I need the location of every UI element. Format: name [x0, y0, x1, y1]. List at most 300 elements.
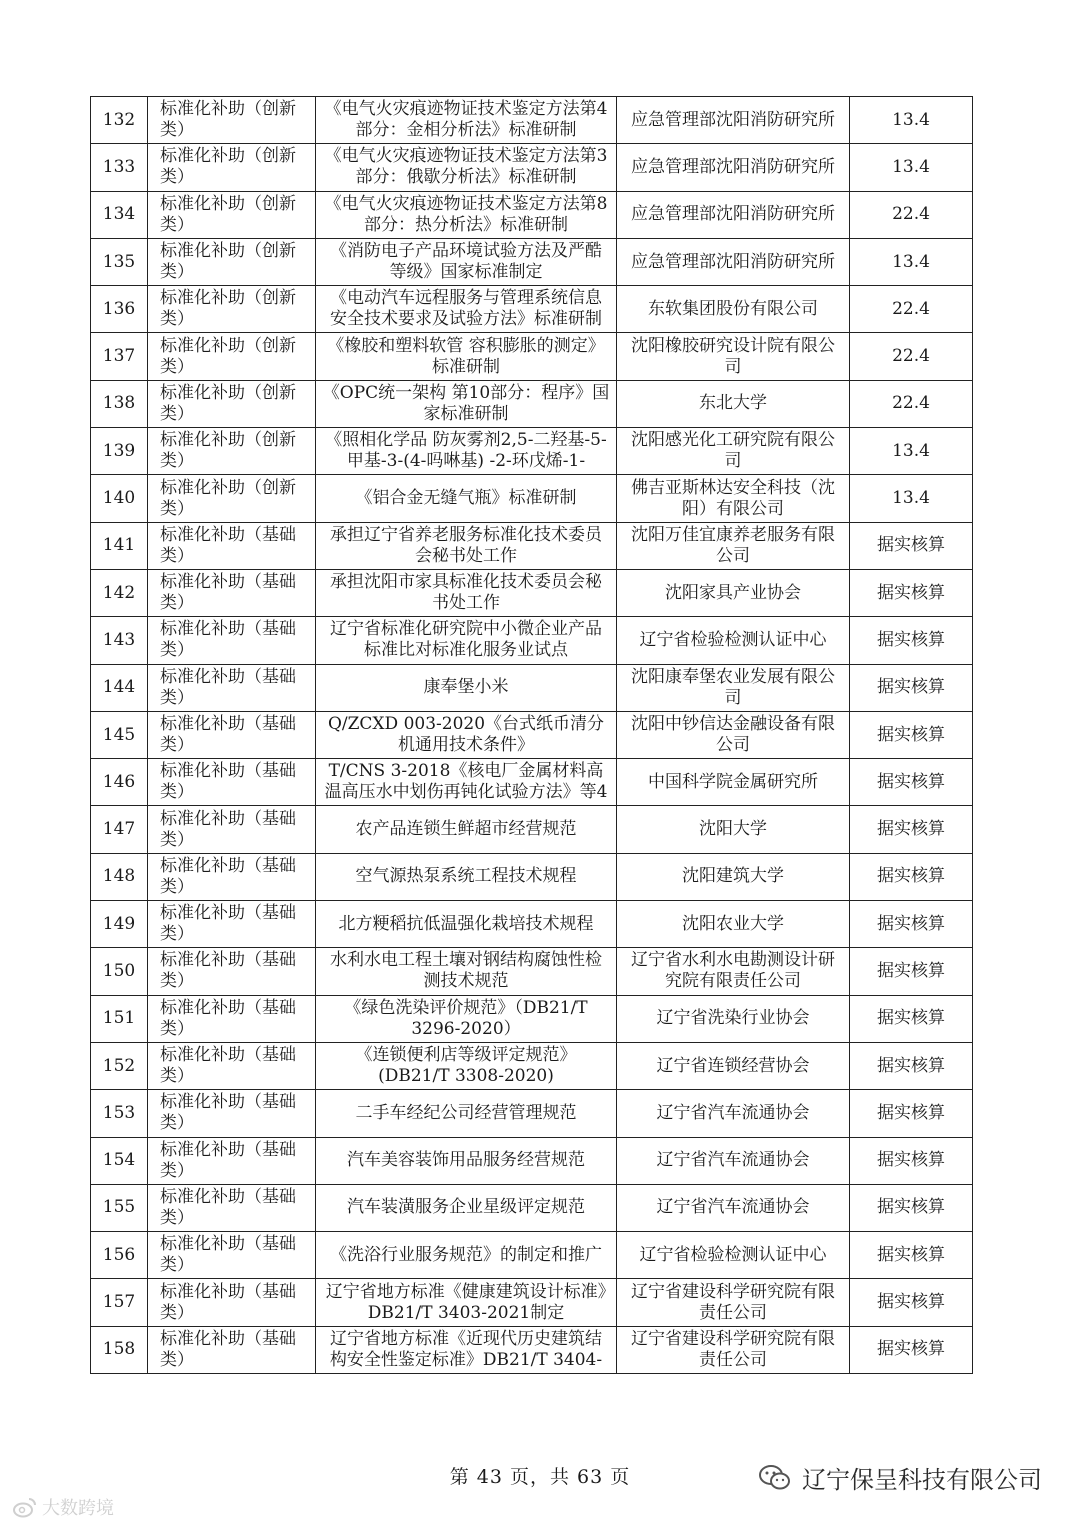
- cell-no-text: 135: [102, 251, 136, 272]
- cell-project-text: 承担沈阳市家具标准化技术委员会秘书处工作: [330, 572, 602, 614]
- cell-no: [91, 1279, 148, 1326]
- cell-category: [148, 1326, 316, 1373]
- cell-organization: [617, 1184, 850, 1231]
- cell-no-text: 156: [102, 1244, 136, 1265]
- cell-project-text: Q/ZCXD 003-2020《台式纸币清分机通用技术条件》: [327, 714, 605, 755]
- cell-project: [316, 428, 617, 475]
- cell-no-text: 151: [102, 1008, 136, 1029]
- cell-project-text: 汽车美容装饰用品服务经营规范: [347, 1150, 585, 1171]
- cell-organization-text: 中国科学院金属研究所: [648, 771, 818, 792]
- cell-organization-text: 沈阳感光化工研究院有限公司: [631, 430, 835, 472]
- cell-project: [316, 1232, 617, 1279]
- cell-amount: [850, 948, 973, 995]
- cell-project: [316, 333, 617, 380]
- watermark: [12, 1494, 114, 1520]
- cell-amount: [850, 664, 973, 711]
- cell-project: [316, 853, 617, 900]
- table-row: [91, 617, 973, 664]
- cell-amount: [850, 428, 973, 475]
- cell-no: [91, 428, 148, 475]
- cell-category-text: 标准化补助（创新类）: [160, 146, 296, 188]
- cell-amount: [850, 475, 973, 522]
- cell-category: [148, 1232, 316, 1279]
- cell-amount-text: 据实核算: [877, 724, 945, 745]
- cell-no-text: 144: [102, 677, 136, 698]
- cell-organization-text: 沈阳农业大学: [682, 913, 784, 934]
- cell-project: [316, 995, 617, 1042]
- cell-category-text: 标准化补助（基础类）: [160, 1281, 296, 1323]
- cell-project: [316, 901, 617, 948]
- cell-project: [316, 522, 617, 569]
- cell-category-text: 标准化补助（基础类）: [160, 714, 296, 755]
- cell-amount-text: 据实核算: [877, 1008, 945, 1029]
- cell-amount: [850, 1184, 973, 1231]
- cell-project-text: 《消防电子产品环境试验方法及严酷等级》国家标准制定: [330, 241, 602, 283]
- cell-organization: [617, 144, 850, 191]
- cell-amount: [850, 1232, 973, 1279]
- cell-no-text: 145: [102, 724, 136, 745]
- cell-amount-text: 据实核算: [877, 629, 945, 650]
- cell-no: [91, 806, 148, 853]
- cell-organization: [617, 1326, 850, 1373]
- cell-category: [148, 428, 316, 475]
- cell-organization-text: 沈阳橡胶研究设计院有限公司: [631, 335, 835, 377]
- cell-project-text: 《照相化学品 防灰雾剂2,5-二羟基-5-甲基-3-(4-吗啉基) -2-环戊烯-1-: [325, 430, 607, 472]
- cell-category: [148, 1279, 316, 1326]
- cell-no: [91, 238, 148, 285]
- table-row: [91, 569, 973, 616]
- cell-amount-text: 据实核算: [877, 866, 945, 887]
- cell-category-text: 标准化补助（创新类）: [160, 193, 296, 235]
- table-row: [91, 522, 973, 569]
- cell-no: [91, 286, 148, 333]
- cell-category-text: 标准化补助（基础类）: [160, 761, 296, 803]
- cell-amount-text: 13.4: [892, 251, 930, 272]
- cell-amount-text: 据实核算: [877, 535, 945, 556]
- cell-no: [91, 97, 148, 144]
- cell-project: [316, 1137, 617, 1184]
- cell-amount: [850, 617, 973, 664]
- cell-project: [316, 806, 617, 853]
- cell-no: [91, 522, 148, 569]
- cell-no: [91, 617, 148, 664]
- cell-project-text: 汽车装潢服务企业星级评定规范: [347, 1197, 585, 1218]
- cell-organization: [617, 475, 850, 522]
- cell-organization-text: 辽宁省汽车流通协会: [656, 1197, 810, 1218]
- cell-category: [148, 1137, 316, 1184]
- table-row: [91, 1184, 973, 1231]
- cell-project-text: 承担辽宁省养老服务标准化技术委员会秘书处工作: [330, 524, 602, 566]
- cell-amount: [850, 995, 973, 1042]
- wechat-icon: [758, 1463, 792, 1493]
- table-row: [91, 1232, 973, 1279]
- cell-organization-text: 辽宁省建设科学研究院有限责任公司: [631, 1328, 835, 1370]
- cell-category-text: 标准化补助（基础类）: [160, 666, 296, 708]
- cell-category: [148, 995, 316, 1042]
- cell-no-text: 157: [102, 1292, 136, 1313]
- cell-amount: [850, 759, 973, 806]
- table-row: [91, 286, 973, 333]
- cell-organization-text: 应急管理部沈阳消防研究所: [631, 109, 835, 130]
- cell-no-text: 143: [102, 629, 136, 650]
- table-row: [91, 711, 973, 758]
- cell-organization-text: 应急管理部沈阳消防研究所: [631, 156, 835, 177]
- cell-no: [91, 1326, 148, 1373]
- cell-project-text: 《橡胶和塑料软管 容积膨胀的测定》标准研制: [327, 335, 605, 377]
- cell-amount-text: 据实核算: [877, 1055, 945, 1076]
- cell-amount: [850, 286, 973, 333]
- cell-no-text: 132: [102, 109, 136, 130]
- cell-category: [148, 806, 316, 853]
- cell-amount: [850, 238, 973, 285]
- cell-amount-text: 13.4: [892, 440, 930, 461]
- cell-organization-text: 佛吉亚斯林达安全科技（沈阳）有限公司: [631, 477, 835, 519]
- cell-category-text: 标准化补助（基础类）: [160, 572, 296, 614]
- cell-project: [316, 97, 617, 144]
- cell-project: [316, 191, 617, 238]
- cell-category: [148, 1090, 316, 1137]
- standardization-subsidy-table: [90, 96, 973, 1374]
- cell-category: [148, 475, 316, 522]
- table-row: [91, 1042, 973, 1089]
- table-row: [91, 428, 973, 475]
- cell-no: [91, 380, 148, 427]
- cell-organization: [617, 711, 850, 758]
- cell-category: [148, 853, 316, 900]
- table-row: [91, 1137, 973, 1184]
- cell-no: [91, 995, 148, 1042]
- cell-amount: [850, 380, 973, 427]
- cell-amount: [850, 901, 973, 948]
- cell-amount-text: 据实核算: [877, 1339, 945, 1360]
- cell-category-text: 标准化补助（基础类）: [160, 1186, 296, 1228]
- cell-organization: [617, 995, 850, 1042]
- cell-project-text: 《连锁便利店等级评定规范》(DB21/T 3308-2020): [355, 1045, 577, 1087]
- cell-no: [91, 475, 148, 522]
- cell-project: [316, 664, 617, 711]
- cell-amount-text: 据实核算: [877, 960, 945, 981]
- cell-category-text: 标准化补助（创新类）: [160, 430, 296, 472]
- cell-organization: [617, 617, 850, 664]
- cell-project: [316, 569, 617, 616]
- cell-category: [148, 333, 316, 380]
- table-row: [91, 380, 973, 427]
- cell-project-text: 康奉堡小米: [423, 677, 509, 698]
- cell-no-text: 153: [102, 1102, 136, 1123]
- cell-organization: [617, 286, 850, 333]
- cell-amount: [850, 191, 973, 238]
- cell-amount-text: 22.4: [892, 204, 930, 225]
- cell-amount: [850, 144, 973, 191]
- watermark-text: 大数跨境: [42, 1498, 114, 1519]
- cell-project-text: 《洗浴行业服务规范》的制定和推广: [330, 1244, 602, 1265]
- cell-organization-text: 沈阳康奉堡农业发展有限公司: [631, 666, 835, 708]
- cell-no-text: 146: [102, 771, 136, 792]
- table-row: [91, 901, 973, 948]
- cell-category-text: 标准化补助（基础类）: [160, 524, 296, 566]
- cell-project: [316, 1184, 617, 1231]
- table-row: [91, 759, 973, 806]
- cell-no: [91, 664, 148, 711]
- cell-project: [316, 238, 617, 285]
- cell-category: [148, 948, 316, 995]
- cell-organization-text: 辽宁省汽车流通协会: [656, 1102, 810, 1123]
- cell-organization: [617, 380, 850, 427]
- cell-no: [91, 1042, 148, 1089]
- cell-project: [316, 617, 617, 664]
- cell-category-text: 标准化补助（基础类）: [160, 855, 296, 897]
- cell-no: [91, 333, 148, 380]
- cell-no: [91, 1232, 148, 1279]
- cell-project-text: 农产品连锁生鲜超市经营规范: [355, 819, 577, 840]
- cell-organization: [617, 853, 850, 900]
- cell-category: [148, 144, 316, 191]
- table-row: [91, 806, 973, 853]
- cell-amount: [850, 1090, 973, 1137]
- cell-category-text: 标准化补助（基础类）: [160, 950, 296, 992]
- cell-organization: [617, 1090, 850, 1137]
- cell-project: [316, 1090, 617, 1137]
- table-row: [91, 664, 973, 711]
- cell-no-text: 138: [102, 393, 136, 414]
- table-row: [91, 1090, 973, 1137]
- cell-category: [148, 1184, 316, 1231]
- cell-no-text: 137: [102, 346, 136, 367]
- cell-no-text: 155: [102, 1197, 136, 1218]
- cell-amount-text: 22.4: [892, 346, 930, 367]
- cell-project: [316, 1042, 617, 1089]
- cell-no-text: 158: [102, 1339, 136, 1360]
- cell-no: [91, 759, 148, 806]
- cell-amount: [850, 711, 973, 758]
- cell-organization-text: 东北大学: [699, 393, 767, 414]
- cell-organization-text: 辽宁省检验检测认证中心: [639, 629, 827, 650]
- cell-amount: [850, 1326, 973, 1373]
- cell-category: [148, 617, 316, 664]
- cell-amount: [850, 569, 973, 616]
- cell-project: [316, 144, 617, 191]
- cell-no: [91, 569, 148, 616]
- cell-project-text: 二手车经纪公司经营管理规范: [355, 1102, 577, 1123]
- cell-amount-text: 据实核算: [877, 677, 945, 698]
- cell-amount: [850, 853, 973, 900]
- cell-project-text: 《铝合金无缝气瓶》标准研制: [355, 488, 577, 509]
- cell-project-text: 《OPC统一架构 第10部分：程序》国家标准研制: [322, 382, 610, 424]
- cell-organization-text: 辽宁省汽车流通协会: [656, 1150, 810, 1171]
- cell-project-text: 《电气火灾痕迹物证技术鉴定方法第3部分：俄歇分析法》标准研制: [324, 146, 608, 188]
- cell-amount: [850, 522, 973, 569]
- cell-organization: [617, 664, 850, 711]
- cell-organization: [617, 1042, 850, 1089]
- cell-project-text: 水利水电工程土壤对钢结构腐蚀性检测技术规范: [330, 950, 602, 992]
- cell-category: [148, 286, 316, 333]
- cell-organization: [617, 901, 850, 948]
- cell-project: [316, 286, 617, 333]
- cell-amount: [850, 97, 973, 144]
- cell-organization-text: 辽宁省检验检测认证中心: [639, 1244, 827, 1265]
- cell-no: [91, 901, 148, 948]
- cell-amount-text: 据实核算: [877, 1244, 945, 1265]
- cell-amount-text: 据实核算: [877, 1102, 945, 1123]
- brand-name: 辽宁保呈科技有限公司: [802, 1466, 1042, 1494]
- cell-no-text: 148: [102, 866, 136, 887]
- cell-project: [316, 711, 617, 758]
- cell-no: [91, 191, 148, 238]
- cell-amount-text: 22.4: [892, 298, 930, 319]
- cell-category-text: 标准化补助（创新类）: [160, 382, 296, 424]
- cell-organization-text: 应急管理部沈阳消防研究所: [631, 204, 835, 225]
- cell-category: [148, 522, 316, 569]
- cell-no: [91, 1090, 148, 1137]
- cell-project: [316, 475, 617, 522]
- cell-organization: [617, 191, 850, 238]
- cell-organization-text: 辽宁省水利水电勘测设计研究院有限责任公司: [631, 950, 835, 992]
- cell-organization-text: 应急管理部沈阳消防研究所: [631, 251, 835, 272]
- table-row: [91, 853, 973, 900]
- cell-no-text: 150: [102, 960, 136, 981]
- cell-no: [91, 711, 148, 758]
- cell-category-text: 标准化补助（基础类）: [160, 1092, 296, 1134]
- cell-category: [148, 238, 316, 285]
- cell-category: [148, 901, 316, 948]
- cell-category-text: 标准化补助（创新类）: [160, 288, 296, 330]
- cell-no: [91, 1184, 148, 1231]
- cell-amount-text: 据实核算: [877, 771, 945, 792]
- cell-no-text: 141: [102, 535, 136, 556]
- cell-amount-text: 13.4: [892, 488, 930, 509]
- cell-category-text: 标准化补助（基础类）: [160, 808, 296, 850]
- cell-organization-text: 辽宁省建设科学研究院有限责任公司: [631, 1281, 835, 1323]
- cell-amount-text: 据实核算: [877, 1150, 945, 1171]
- cell-no-text: 154: [102, 1150, 136, 1171]
- cell-project: [316, 759, 617, 806]
- cell-category-text: 标准化补助（基础类）: [160, 997, 296, 1039]
- cell-project-text: 《电动汽车远程服务与管理系统信息安全技术要求及试验方法》标准研制: [330, 288, 602, 330]
- cell-project-text: 辽宁省地方标准《近现代历史建筑结构安全性鉴定标准》DB21/T 3404-: [329, 1328, 603, 1370]
- cell-category: [148, 569, 316, 616]
- cell-no-text: 133: [102, 156, 136, 177]
- table-body: [91, 97, 973, 1374]
- table-row: [91, 475, 973, 522]
- cell-no-text: 142: [102, 582, 136, 603]
- cell-no-text: 139: [102, 440, 136, 461]
- cell-project-text: 《绿色洗染评价规范》（DB21/T 3296-2020）: [344, 997, 588, 1039]
- cell-amount: [850, 1137, 973, 1184]
- cell-amount-text: 据实核算: [877, 1197, 945, 1218]
- cell-no: [91, 853, 148, 900]
- cell-category-text: 标准化补助（基础类）: [160, 1234, 296, 1276]
- table-row: [91, 1326, 973, 1373]
- cell-category-text: 标准化补助（创新类）: [160, 477, 296, 519]
- account-brand: [758, 1460, 1042, 1495]
- cell-category: [148, 1042, 316, 1089]
- cell-organization: [617, 428, 850, 475]
- cell-amount-text: 据实核算: [877, 1292, 945, 1313]
- cell-organization-text: 沈阳家具产业协会: [665, 582, 801, 603]
- cell-amount: [850, 806, 973, 853]
- cell-organization: [617, 97, 850, 144]
- cell-category-text: 标准化补助（基础类）: [160, 1328, 296, 1370]
- cell-organization-text: 辽宁省洗染行业协会: [656, 1008, 810, 1029]
- cell-no-text: 149: [102, 913, 136, 934]
- cell-category-text: 标准化补助（基础类）: [160, 903, 296, 945]
- cell-category-text: 标准化补助（创新类）: [160, 335, 296, 377]
- cell-project-text: T/CNS 3-2018《核电厂金属材料高温高压水中划伤再钝化试验方法》等4: [324, 761, 608, 803]
- cell-no: [91, 948, 148, 995]
- cell-no-text: 140: [102, 488, 136, 509]
- cell-amount-text: 22.4: [892, 393, 930, 414]
- cell-category-text: 标准化补助（创新类）: [160, 241, 296, 283]
- cell-category-text: 标准化补助（创新类）: [160, 99, 296, 141]
- cell-no-text: 152: [102, 1055, 136, 1076]
- cell-no: [91, 144, 148, 191]
- cell-no-text: 134: [102, 204, 136, 225]
- table-row: [91, 995, 973, 1042]
- table-row: [91, 97, 973, 144]
- cell-amount-text: 据实核算: [877, 819, 945, 840]
- cell-category-text: 标准化补助（基础类）: [160, 1139, 296, 1181]
- cell-category: [148, 97, 316, 144]
- cell-no-text: 136: [102, 298, 136, 319]
- cell-category: [148, 191, 316, 238]
- cell-amount-text: 13.4: [892, 156, 930, 177]
- cell-project-text: 空气源热泵系统工程技术规程: [355, 866, 577, 887]
- cell-organization: [617, 1137, 850, 1184]
- table-row: [91, 948, 973, 995]
- cell-category-text: 标准化补助（基础类）: [160, 1045, 296, 1087]
- table-row: [91, 191, 973, 238]
- table-row: [91, 238, 973, 285]
- cell-category-text: 标准化补助（基础类）: [160, 619, 296, 661]
- cell-amount-text: 据实核算: [877, 913, 945, 934]
- cell-organization: [617, 1232, 850, 1279]
- cell-organization-text: 辽宁省连锁经营协会: [656, 1055, 810, 1076]
- cell-organization: [617, 806, 850, 853]
- cell-organization: [617, 333, 850, 380]
- cell-organization-text: 沈阳万佳宜康养老服务有限公司: [631, 524, 835, 566]
- cell-project-text: 辽宁省标准化研究院中小微企业产品标准比对标准化服务业试点: [330, 619, 602, 661]
- cell-organization: [617, 238, 850, 285]
- cell-category: [148, 664, 316, 711]
- cell-amount-text: 据实核算: [877, 582, 945, 603]
- cell-project: [316, 1279, 617, 1326]
- page-number: 第 43 页，共 63 页: [449, 1466, 631, 1488]
- cell-category: [148, 759, 316, 806]
- cell-category: [148, 711, 316, 758]
- cell-amount: [850, 1279, 973, 1326]
- cell-project-text: 辽宁省地方标准《健康建筑设计标准》DB21/T 3403-2021制定: [325, 1281, 607, 1323]
- cell-organization-text: 沈阳中钞信达金融设备有限公司: [631, 714, 835, 755]
- table-row: [91, 144, 973, 191]
- cell-project: [316, 948, 617, 995]
- cell-amount-text: 13.4: [892, 109, 930, 130]
- cell-organization: [617, 569, 850, 616]
- cell-project-text: 北方粳稻抗低温强化栽培技术规程: [338, 913, 594, 934]
- cell-category: [148, 380, 316, 427]
- cell-amount: [850, 1042, 973, 1089]
- cell-organization-text: 沈阳大学: [699, 819, 767, 840]
- cell-organization-text: 沈阳建筑大学: [682, 866, 784, 887]
- table-row: [91, 333, 973, 380]
- cell-organization: [617, 522, 850, 569]
- cell-organization: [617, 948, 850, 995]
- cell-project: [316, 380, 617, 427]
- cell-organization: [617, 759, 850, 806]
- cell-project-text: 《电气火灾痕迹物证技术鉴定方法第4部分：金相分析法》标准研制: [324, 99, 608, 141]
- cell-no: [91, 1137, 148, 1184]
- cell-organization-text: 东软集团股份有限公司: [648, 298, 818, 319]
- table-row: [91, 1279, 973, 1326]
